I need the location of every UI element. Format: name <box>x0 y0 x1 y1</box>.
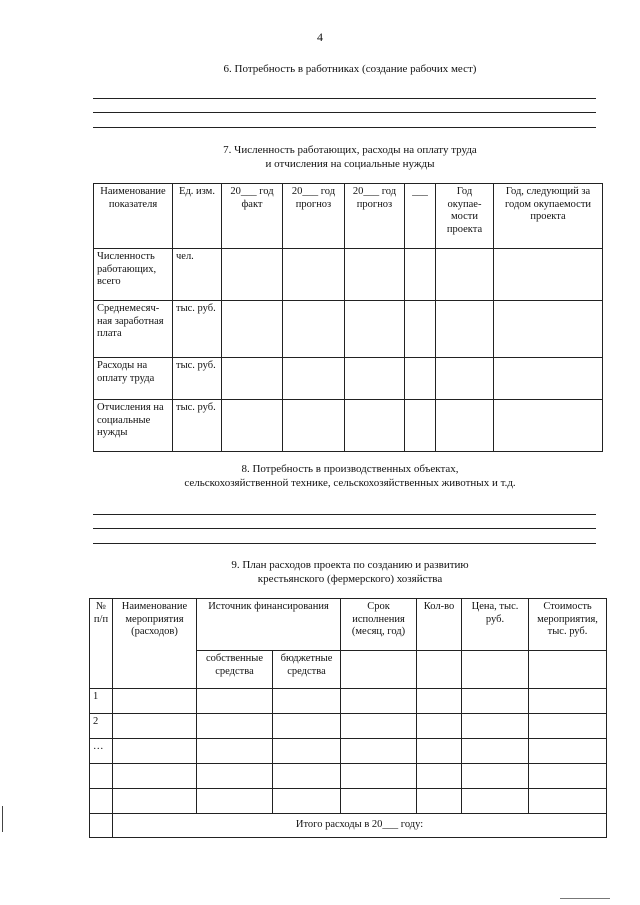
input-cell[interactable] <box>417 739 462 764</box>
fill-line <box>93 528 596 529</box>
expense-plan-table <box>89 598 607 838</box>
fill-line <box>93 514 596 515</box>
input-cell[interactable] <box>417 689 462 714</box>
row-name: Среднемесяч-ная заработная плата <box>94 301 173 358</box>
staff-table <box>93 183 603 452</box>
table-row <box>94 249 603 301</box>
input-cell[interactable] <box>273 764 341 789</box>
input-cell[interactable] <box>273 714 341 739</box>
input-cell[interactable] <box>417 714 462 739</box>
header-empty <box>341 651 417 689</box>
section7-title <box>90 143 610 171</box>
input-cell[interactable] <box>197 789 273 814</box>
input-cell[interactable] <box>529 789 607 814</box>
header-num: № п/п <box>90 599 113 689</box>
input-cell[interactable] <box>113 789 197 814</box>
input-cell[interactable] <box>273 789 341 814</box>
table-row <box>90 739 607 764</box>
input-cell[interactable] <box>283 358 345 400</box>
table-row <box>94 400 603 452</box>
header-empty <box>462 651 529 689</box>
section8-title-line1: 8. Потребность в производственных объектах, <box>241 463 459 475</box>
input-cell[interactable] <box>283 301 345 358</box>
input-cell[interactable] <box>462 789 529 814</box>
table-row <box>90 689 607 714</box>
table-row <box>94 358 603 400</box>
input-cell[interactable] <box>529 714 607 739</box>
header-empty <box>417 651 462 689</box>
input-cell[interactable] <box>341 689 417 714</box>
input-cell[interactable] <box>341 764 417 789</box>
table-row <box>90 789 607 814</box>
input-cell[interactable] <box>197 689 273 714</box>
header-term: Срок исполнения (месяц, год) <box>341 599 417 651</box>
input-cell[interactable] <box>222 301 283 358</box>
input-cell[interactable] <box>341 739 417 764</box>
row-unit: тыс. руб. <box>173 301 222 358</box>
total-label: Итого расходы в 20___ году: <box>113 814 607 838</box>
input-cell[interactable] <box>197 739 273 764</box>
section9-title-line2: крестьянского (фермерского) хозяйства <box>257 573 443 585</box>
row-name: Отчисления на социальные нужды <box>94 400 173 452</box>
header-year-forecast-1: 20___ год прогноз <box>283 184 345 249</box>
input-cell[interactable] <box>345 301 405 358</box>
header-cost: Стоимость мероприятия, тыс. руб. <box>529 599 607 651</box>
header-year-fact: 20___ год факт <box>222 184 283 249</box>
input-cell[interactable] <box>436 358 494 400</box>
page-number: 4 <box>317 30 323 44</box>
header-source: Источник финансирования <box>197 599 341 651</box>
header-payback-year: Год окупае-мости проекта <box>436 184 494 249</box>
input-cell[interactable] <box>462 689 529 714</box>
header-budget-funds: бюджетные средства <box>273 651 341 689</box>
input-cell[interactable] <box>341 789 417 814</box>
fill-line <box>93 543 596 544</box>
header-name: Наименование мероприятия (расходов) <box>113 599 197 689</box>
input-cell[interactable] <box>436 301 494 358</box>
input-cell[interactable] <box>345 249 405 301</box>
input-cell[interactable] <box>222 358 283 400</box>
header-blank: ___ <box>405 184 436 249</box>
input-cell[interactable] <box>462 739 529 764</box>
input-cell[interactable] <box>345 400 405 452</box>
header-empty <box>529 651 607 689</box>
input-cell[interactable] <box>345 358 405 400</box>
header-own-funds: собственные средства <box>197 651 273 689</box>
header-unit: Ед. изм. <box>173 184 222 249</box>
row-number <box>90 789 113 814</box>
section6-title: 6. Потребность в работниках (создание рабочих мест) <box>223 63 477 75</box>
section7-title-line1: 7. Численность работающих, расходы на оплату труда <box>223 144 477 156</box>
scan-corner-mark <box>560 898 610 899</box>
section8-title <box>90 462 610 490</box>
row-number <box>90 764 113 789</box>
input-cell[interactable] <box>113 739 197 764</box>
header-after-payback: Год, следующий за годом окупаемости проекта <box>494 184 603 249</box>
fill-line <box>93 98 596 99</box>
row-number: 1 <box>90 689 113 714</box>
input-cell[interactable] <box>113 764 197 789</box>
input-cell[interactable] <box>405 249 436 301</box>
scan-edge-mark <box>2 806 3 832</box>
input-cell[interactable] <box>197 714 273 739</box>
input-cell[interactable] <box>273 739 341 764</box>
input-cell[interactable] <box>113 714 197 739</box>
input-cell[interactable] <box>529 764 607 789</box>
input-cell[interactable] <box>113 689 197 714</box>
input-cell[interactable] <box>283 249 345 301</box>
input-cell[interactable] <box>222 249 283 301</box>
total-num-cell <box>90 814 113 838</box>
total-row <box>90 814 607 838</box>
input-cell[interactable] <box>436 400 494 452</box>
input-cell[interactable] <box>436 249 494 301</box>
section7-title-line2: и отчисления на социальные нужды <box>265 158 435 170</box>
fill-line <box>93 127 596 128</box>
input-cell[interactable] <box>494 358 603 400</box>
input-cell[interactable] <box>462 764 529 789</box>
input-cell[interactable] <box>494 400 603 452</box>
input-cell[interactable] <box>417 789 462 814</box>
fill-line <box>93 112 596 113</box>
section8-title-line2: сельскохозяйственной технике, сельскохозяйственных животных и т.д. <box>184 477 516 489</box>
row-unit: тыс. руб. <box>173 400 222 452</box>
table-row <box>90 764 607 789</box>
input-cell[interactable] <box>494 301 603 358</box>
header-price: Цена, тыс. руб. <box>462 599 529 651</box>
row-name: Расходы на оплату труда <box>94 358 173 400</box>
table-row <box>90 714 607 739</box>
row-unit: чел. <box>173 249 222 301</box>
input-cell[interactable] <box>462 714 529 739</box>
input-cell[interactable] <box>529 689 607 714</box>
input-cell[interactable] <box>222 400 283 452</box>
input-cell[interactable] <box>341 714 417 739</box>
input-cell[interactable] <box>197 764 273 789</box>
input-cell[interactable] <box>405 400 436 452</box>
header-qty: Кол-во <box>417 599 462 651</box>
input-cell[interactable] <box>283 400 345 452</box>
row-unit: тыс. руб. <box>173 358 222 400</box>
input-cell[interactable] <box>417 764 462 789</box>
table-row <box>94 301 603 358</box>
input-cell[interactable] <box>494 249 603 301</box>
row-name: Численность работающих, всего <box>94 249 173 301</box>
input-cell[interactable] <box>273 689 341 714</box>
input-cell[interactable] <box>529 739 607 764</box>
header-name: Наименование показателя <box>94 184 173 249</box>
input-cell[interactable] <box>405 301 436 358</box>
input-cell[interactable] <box>405 358 436 400</box>
section9-title <box>90 558 610 586</box>
row-number: 2 <box>90 714 113 739</box>
row-number: … <box>90 739 113 764</box>
header-year-forecast-2: 20___ год прогноз <box>345 184 405 249</box>
section9-title-line1: 9. План расходов проекта по созданию и развитию <box>231 559 469 571</box>
